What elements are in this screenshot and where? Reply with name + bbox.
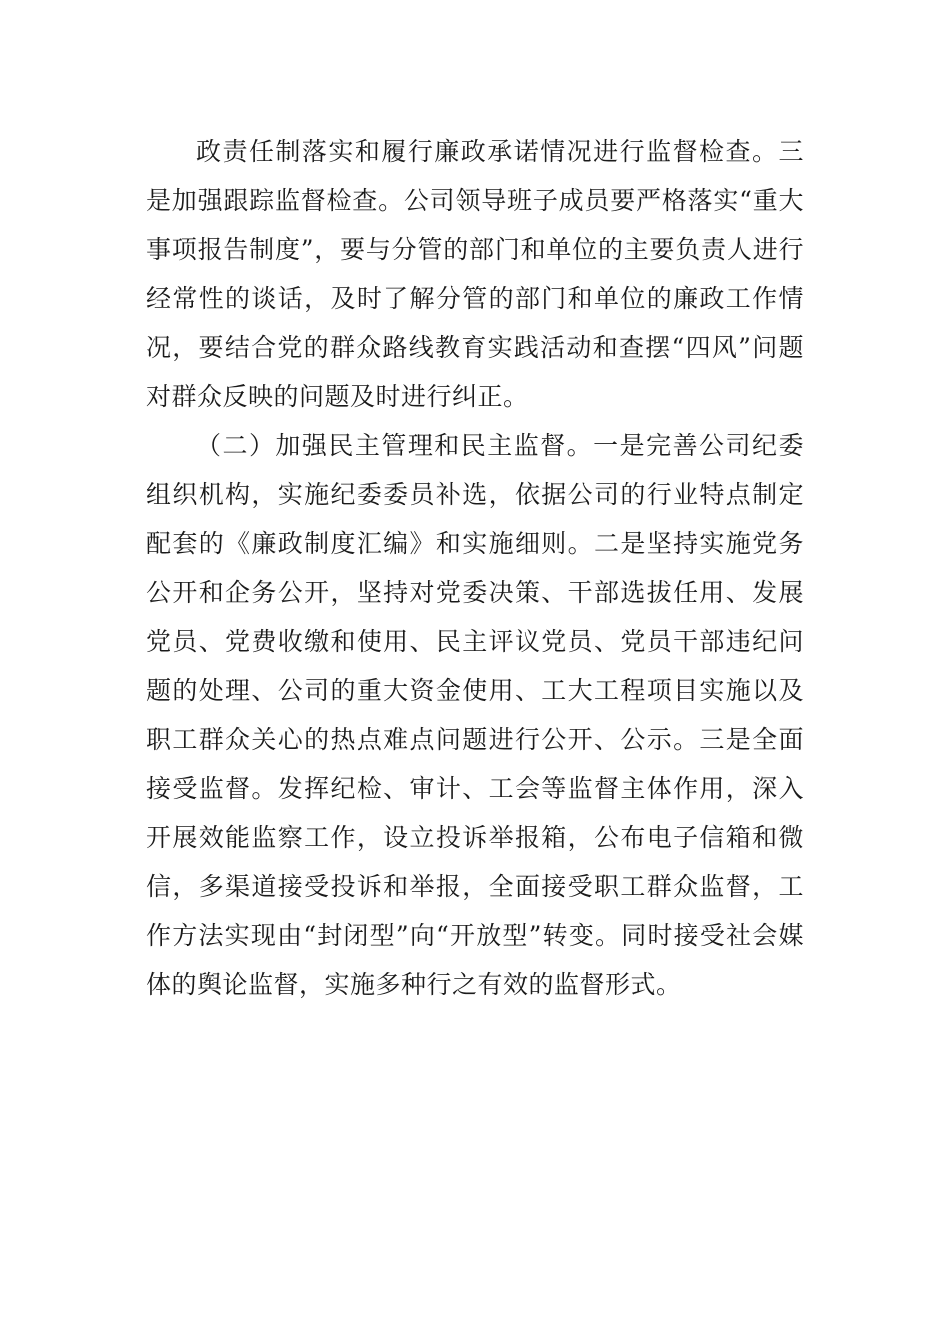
paragraph-democratic-management: （二）加强民主管理和民主监督。一是完善公司纪委组织机构，实施纪委委员补选，依据公司的行业特点制定配套的《廉政制度汇编》和实施细则。二是坚持实施党务公开和企务公开，坚持对党委决策、干部选拔任用、发展党员、党费收缴和使用、民主评议党员、党员干部违纪问题的处理、公司的重大资金使用、工大工程项目实施以及职工群众关心的热点难点问题进行公开、公示。三是全面接受监督。发挥纪检、审计、工会等监督主体作用，深入开展效能监察工作，设立投诉举报箱，公布电子信箱和微信，多渠道接受投诉和举报，全面接受职工群众监督，工作方法实现由“封闭型”向“开放型”转变。同时接受社会媒体的舆论监督，实施多种行之有效的监督形式。 — [146, 431, 804, 999]
paragraph-responsibility-supervision: 政责任制落实和履行廉政承诺情况进行监督检查。三是加强跟踪监督检查。公司领导班子成员要严格落实“重大事项报告制度”，要与分管的部门和单位的主要负责人进行经常性的谈话，及时了解分管的部门和单位的廉政工作情况，要结合党的群众路线教育实践活动和查摆“四风”问题对群众反映的问题及时进行纠正。 — [146, 137, 804, 411]
document-body — [146, 127, 804, 1009]
